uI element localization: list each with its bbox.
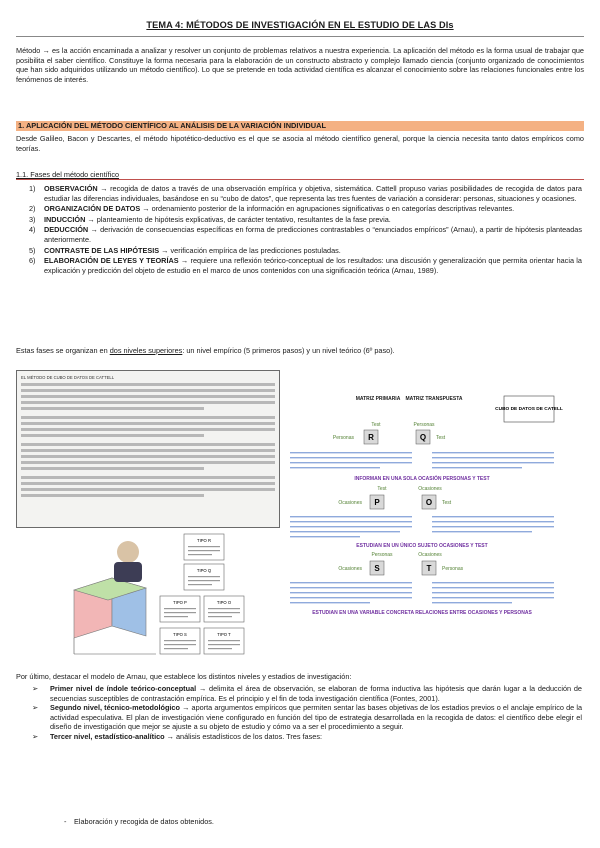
personas-label: Personas xyxy=(371,552,393,558)
matrix-letter: S xyxy=(374,564,380,573)
test-label: Test xyxy=(436,435,446,441)
cube-box-label: TIPO S xyxy=(173,632,187,637)
cattell-portrait xyxy=(117,541,139,563)
band-label: ESTUDIAN EN UN ÚNICO SUJETO OCASIONES Y TEST xyxy=(356,543,488,549)
test-label: Test xyxy=(442,500,452,506)
intro-paragraph: Método → es la acción encaminada a analizar y resolver un conjunto de problemas relativos a nuestra experiencia. La aplicación del método es la forma usual de trabajar que posibilita el saber científico. Constituye la forma necesaria para la elaboración de un constructo abstracto y complejo llamado ciencia (conjunto organizado de conocimientos que han sido adquiridos utilizando un método científico). Lo que se pretende en toda actividad científica es alcanzar el conocimiento sobre las relaciones funcionales entre los fenómenos de interés. xyxy=(16,46,584,84)
test-label: Test xyxy=(371,422,381,428)
matrix-letter: O xyxy=(425,498,433,507)
list-item: ➢ Segundo nivel, técnico-metodológico → aporta argumentos empíricos que permiten sentar las bases objetivas de los estadios previos o el anclaje empírico de la actividad especulativa. El plan de investigación viene configurado en función del tipo de estrategia desarrollada en la recogida de datos: el científico debe elegir el diseño de investigación que mejor se ajuste a su objeto de estudio y cómo va a ser el procedimiento a seguir. xyxy=(32,703,583,732)
sub-list-item: - Elaboración y recogida de datos obtenidos. xyxy=(64,817,214,826)
section-heading: 1. APLICACIÓN DEL MÉTODO CIENTÍFICO AL ANÁLISIS DE LA VARIACIÓN INDIVIDUAL xyxy=(16,121,584,131)
arnau-levels-list xyxy=(32,684,583,742)
matrix-letter: Q xyxy=(419,433,427,442)
cattell-matrix-diagram xyxy=(282,386,590,626)
matrix-letter: P xyxy=(374,498,380,507)
matrix-letter: R xyxy=(368,433,374,442)
matrix-letter: T xyxy=(426,564,432,573)
page-title: TEMA 4: MÉTODOS DE INVESTIGACIÓN EN EL ESTUDIO DE LAS DIs xyxy=(146,20,454,30)
personas-label: Personas xyxy=(332,435,354,441)
subsection-heading: 1.1. Fases del método científico xyxy=(16,170,120,179)
section-paragraph: Desde Galileo, Bacon y Descartes, el método hipotético-deductivo es el que se asocia al método científico general, porque la ciencia necesita tanto datos empíricos como teorías. xyxy=(16,134,584,153)
list-item: 5) CONTRASTE DE LAS HIPÓTESIS → verificación empírica de las predicciones postuladas. xyxy=(29,245,341,255)
figure-heading: EL MÉTODO DE CUBO DE DATOS DE CATTELL xyxy=(21,375,115,380)
ocasiones-label: Ocasiones xyxy=(418,552,442,558)
ocasiones-label: Ocasiones xyxy=(338,500,362,506)
cube-box-label: TIPO Q xyxy=(196,568,212,573)
matrix-transposed-label: MATRIZ TRANSPUESTA xyxy=(405,396,463,402)
list-item: 6) ELABORACIÓN DE LEYES Y TEORÍAS → requiere una reflexión teórico-conceptual de los resultados: una discusión y generalización que permita orientar hacia la explicación y predicción del objeto de estudio en el marco de unos contenidos con una significación teórica (Arnau, 1989). xyxy=(29,256,582,275)
list-item: ➢ Tercer nivel, estadístico-analítico → análisis estadísticos de los datos. Tres fases: xyxy=(32,731,323,741)
subsection-divider xyxy=(16,179,584,180)
data-cube-figure xyxy=(60,528,272,662)
ocasiones-label: Ocasiones xyxy=(418,486,442,492)
cube-box-label: TIPO R xyxy=(197,538,211,543)
band-label: ESTUDIAN EN UNA VARIABLE CONCRETA RELACIONES ENTRE OCASIONES Y PERSONAS xyxy=(312,610,532,616)
band-label: INFORMAN EN UNA SOLA OCASIÓN PERSONAS Y TEST xyxy=(354,476,490,482)
matrix-primary-label: MATRIZ PRIMARIA xyxy=(355,396,401,402)
cube-box-label: TIPO O xyxy=(216,600,232,605)
list-item: 3) INDUCCIÓN → planteamiento de hipótesis explicativas, de carácter tentativo, resultantes de la fase previa. xyxy=(29,214,391,224)
list-item: ➢ Primer nivel de índole teórico-conceptual → delimita el área de observación, se elaboran de forma inductiva las hipótesis que darán lugar a la deducción de secuencias susceptibles de contrastación empírica. Es el principio y el fin de toda investigación científica (Fontes, 2001). xyxy=(32,684,582,703)
personas-label: Personas xyxy=(413,422,435,428)
levels-paragraph: Estas fases se organizan en dos niveles superiores: un nivel empírico (5 primeros pasos) y un nivel teórico (6º paso). xyxy=(16,346,395,355)
personas-label: Personas xyxy=(442,566,464,572)
test-label: Test xyxy=(377,486,387,492)
cube-label: CUBO DE DATOS DE CATELL xyxy=(495,407,563,412)
list-item: 2) ORGANIZACIÓN DE DATOS → ordenamiento posterior de la información en agrupaciones significativas o en categorías descriptivas relevantes. xyxy=(29,204,515,214)
phases-list xyxy=(29,184,582,276)
cube-box-label: TIPO T xyxy=(217,632,231,637)
cattell-text-figure xyxy=(16,370,280,528)
list-item: 4) DEDUCCIÓN → derivación de consecuencias específicas en forma de predicciones contrastables o “enunciados empíricos” (Arnau), a partir de hipótesis planteadas anteriormente. xyxy=(29,225,582,244)
list-item: 1) OBSERVACIÓN → recogida de datos a través de una observación empírica y objetiva, sistemática. Cattell propuso varias posibilidades de recogida de datos para estudiar las diferencias individuales, basándose en su “cubo de datos”, que representa las tres fuentes de variación a considerar: personas, situaciones y ocasiones. xyxy=(29,184,582,203)
title-divider xyxy=(16,36,584,37)
cube-box-label: TIPO P xyxy=(173,600,187,605)
closing-intro: Por último, destacar el modelo de Arnau, que establece los distintos niveles y estadios de investigación: xyxy=(16,672,352,681)
ocasiones-label: Ocasiones xyxy=(338,566,362,572)
